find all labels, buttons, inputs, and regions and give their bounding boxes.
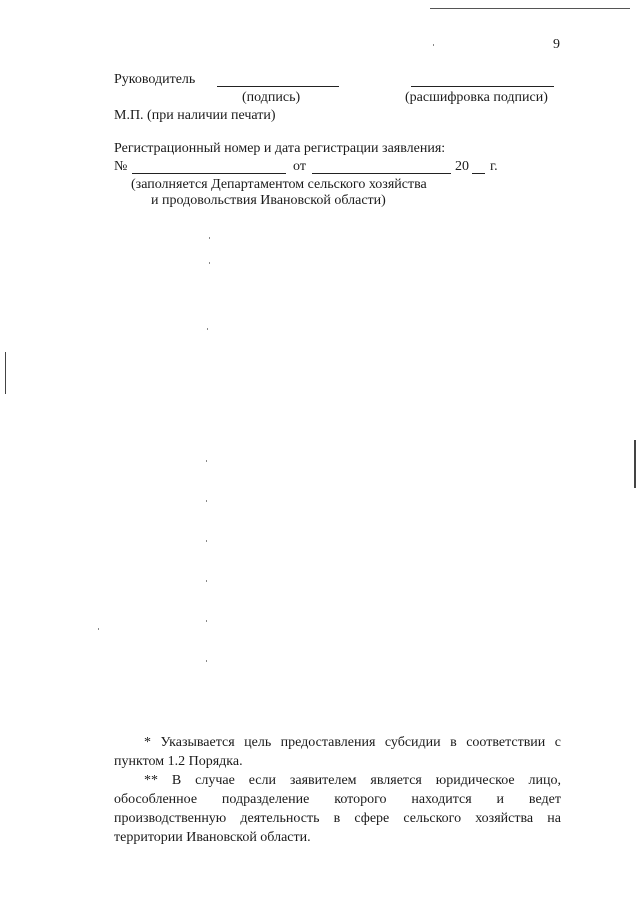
footnotes-block [114,733,561,847]
footnote-word: на [547,811,561,826]
year-suffix: г. [490,159,498,174]
footnote-word: заявителем [289,773,357,788]
year-blank [472,173,485,174]
footnote-word: цель [244,735,272,750]
footnote-word: В [171,773,182,788]
footnote-word: и [496,792,505,807]
footnote-word: юридическое [435,773,515,788]
footnote-word: соответствии [466,735,546,750]
footnote-word: случае [195,773,235,788]
footnote-2-line2 [114,790,561,809]
footnote-word: Указывается [160,735,235,750]
footnote-word: сельского [403,811,462,826]
footnote-word: хозяйства [475,811,534,826]
footnote-word: ведет [528,792,561,807]
scan-dot [206,500,207,502]
scan-dot [206,460,207,462]
scan-mark-right [634,440,636,488]
registration-date-blank [312,173,451,174]
footnote-1-line [114,733,561,752]
scan-dot [98,628,99,630]
footnote-word: лицо, [528,773,561,788]
footnote-word: обособленное [114,792,198,807]
decoding-blank [411,86,554,87]
footnote-word: которого [334,792,387,807]
scan-dot [206,660,207,662]
footnote-1-last-line: пунктом 1.2 Порядка. [114,754,243,769]
footnote-word: является [370,773,422,788]
footnote-word: в [333,811,341,826]
scan-dot [209,262,210,264]
scan-dot [206,540,207,542]
footnote-2-line1 [114,771,561,790]
scan-dot [433,44,434,46]
head-label: Руководитель [114,72,196,87]
footnote-word: с [554,735,561,750]
footnote-word: если [248,773,276,788]
footnote-word: подразделение [221,792,310,807]
footnote-2-last-line: территории Ивановской области. [114,830,311,845]
scan-edge-line [430,8,630,9]
scan-dot [206,580,207,582]
seal-note: М.П. (при наличии печати) [114,108,276,123]
footnote-word: в [450,735,457,750]
footnote-2-line3 [114,809,561,828]
registration-note-line1: (заполняется Департаментом сельского хозяйства [131,177,427,192]
footnote-word: субсидии [384,735,441,750]
footnote-word: * [144,735,151,750]
registration-number-blank [132,173,286,174]
from-word: от [293,159,306,174]
scan-dot [206,620,207,622]
footnote-word: ** [144,773,158,788]
registration-heading: Регистрационный номер и дата регистрации заявления: [114,141,446,156]
registration-note-line2: и продовольствия Ивановской области) [151,193,386,208]
scan-dot [207,328,208,330]
decoding-caption: (расшифровка подписи) [405,90,548,105]
footnote-word: находится [411,792,472,807]
number-sign: № [114,159,128,174]
signature-blank [217,86,339,87]
signature-caption: (подпись) [242,90,301,105]
footnote-word: производственную [114,811,227,826]
scan-mark-left [5,352,6,394]
footnote-word: деятельность [240,811,320,826]
footnote-word: сфере [354,811,390,826]
footnote-word: предоставления [280,735,376,750]
year-prefix: 20 [455,159,469,174]
scan-dot [209,237,210,239]
page-number: 9 [553,37,560,52]
